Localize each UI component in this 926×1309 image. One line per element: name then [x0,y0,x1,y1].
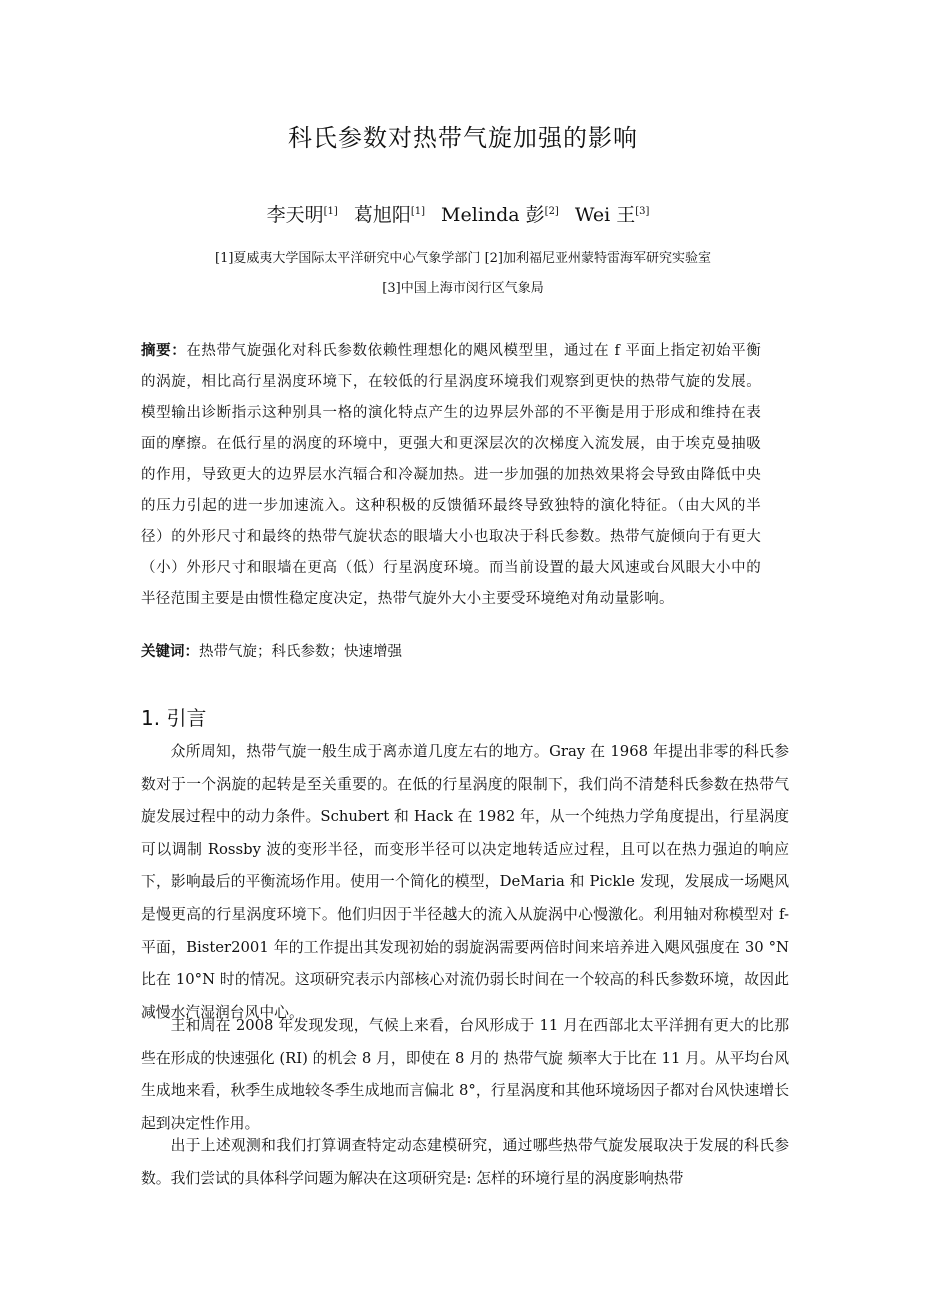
body-paragraph: 王和周在 2008 年发现发现，气候上来看，台风形成于 11 月在西部北太平洋拥有更大的比那些在形成的快速强化 (RI) 的机会 8 月，即使在 8 月的 热带气旋 频率大于比在 11 月。从平均台风生成地来看，秋季生成地较冬季生成地而言偏北 8°，行星涡度和其他环境场因子都对台风快速增长起到决定性作用。 [141,1017,789,1132]
author-ref: [1] [410,205,425,217]
keywords-label: 关键词： [141,644,199,660]
keywords-text: 热带气旋；科氏参数；快速增强 [199,644,402,660]
author-name: Wei 王 [574,204,636,226]
author-list [0,200,926,227]
author-ref: [3] [635,205,650,217]
abstract [141,336,761,615]
keywords [141,640,402,661]
author-ref: [1] [323,205,338,217]
abstract-label: 摘要： [141,343,187,359]
section-heading: 1. 引言 [141,706,207,730]
abstract-text: 在热带气旋强化对科氏参数依赖性理想化的飓风模型里，通过在 f 平面上指定初始平衡的涡旋，相比高行星涡度环境下，在较低的行星涡度环境我们观察到更快的热带气旋的发展。模型输出诊断指示这种别具一格的演化特点产生的边界层外部的不平衡是用于形成和维持在表面的摩擦。在低行星的涡度的环境中，更强大和更深层次的次梯度入流发展，由于埃克曼抽吸的作用，导致更大的边界层水汽辐合和冷凝加热。进一步加强的加热效果将会导致由降低中央的压力引起的进一步加速流入。这种积极的反馈循环最终导致独特的演化特征。（由大风的半径）的外形尺寸和最终的热带气旋状态的眼墙大小也取决于科氏参数。热带气旋倾向于有更大（小）外形尺寸和眼墙在更高（低）行星涡度环境。而当前设置的最大风速或台风眼大小中的半径范围主要是由惯性稳定度决定，热带气旋外大小主要受环境绝对角动量影响。 [141,343,761,607]
body-paragraph: 出于上述观测和我们打算调查特定动态建模研究，通过哪些热带气旋发展取决于发展的科氏参数。我们尝试的具体科学问题为解决在这项研究是: 怎样的环境行星的涡度影响热带 [141,1137,789,1187]
author-name: 葛旭阳 [353,204,411,226]
body-paragraph: 众所周知，热带气旋一般生成于离赤道几度左右的地方。Gray 在 1968 年提出非零的科氏参数对于一个涡旋的起转是至关重要的。在低的行星涡度的限制下，我们尚不清楚科氏参数在热带气旋发展过程中的动力条件。Schubert 和 Hack 在 1982 年，从一个纯热力学角度提出，行星涡度可以调制 Rossby 波的变形半径，而变形半径可以决定地转适应过程，且可以在热力强迫的响应下，影响最后的平衡流场作用。使用一个简化的模型，DeMaria 和 Pickle 发现，发展成一场飓风是慢更高的行星涡度环境下。他们归因于半径越大的流入从旋涡中心慢激化。利用轴对称模型对 f-平面，Bister2001 年的工作提出其发现初始的弱旋涡需要两倍时间来培养进入飓风强度在 30 °N 比在 10°N 时的情况。这项研究表示内部核心对流仍弱长时间在一个较高的科氏参数环境，故因此减慢水汽湿润台风中心。 [141,743,789,1021]
author-name: 李天明 [266,204,324,226]
author-ref: [2] [544,205,559,217]
paper-title: 科氏参数对热带气旋加强的影响 [288,124,638,152]
affiliation-line-2: [3]中国上海市闵行区气象局 [382,281,544,296]
affiliation-line-1: [1]夏威夷大学国际太平洋研究中心气象学部门 [2]加利福尼亚州蒙特雷海军研究实验室 [215,251,711,266]
author-name: Melinda 彭 [441,204,545,226]
